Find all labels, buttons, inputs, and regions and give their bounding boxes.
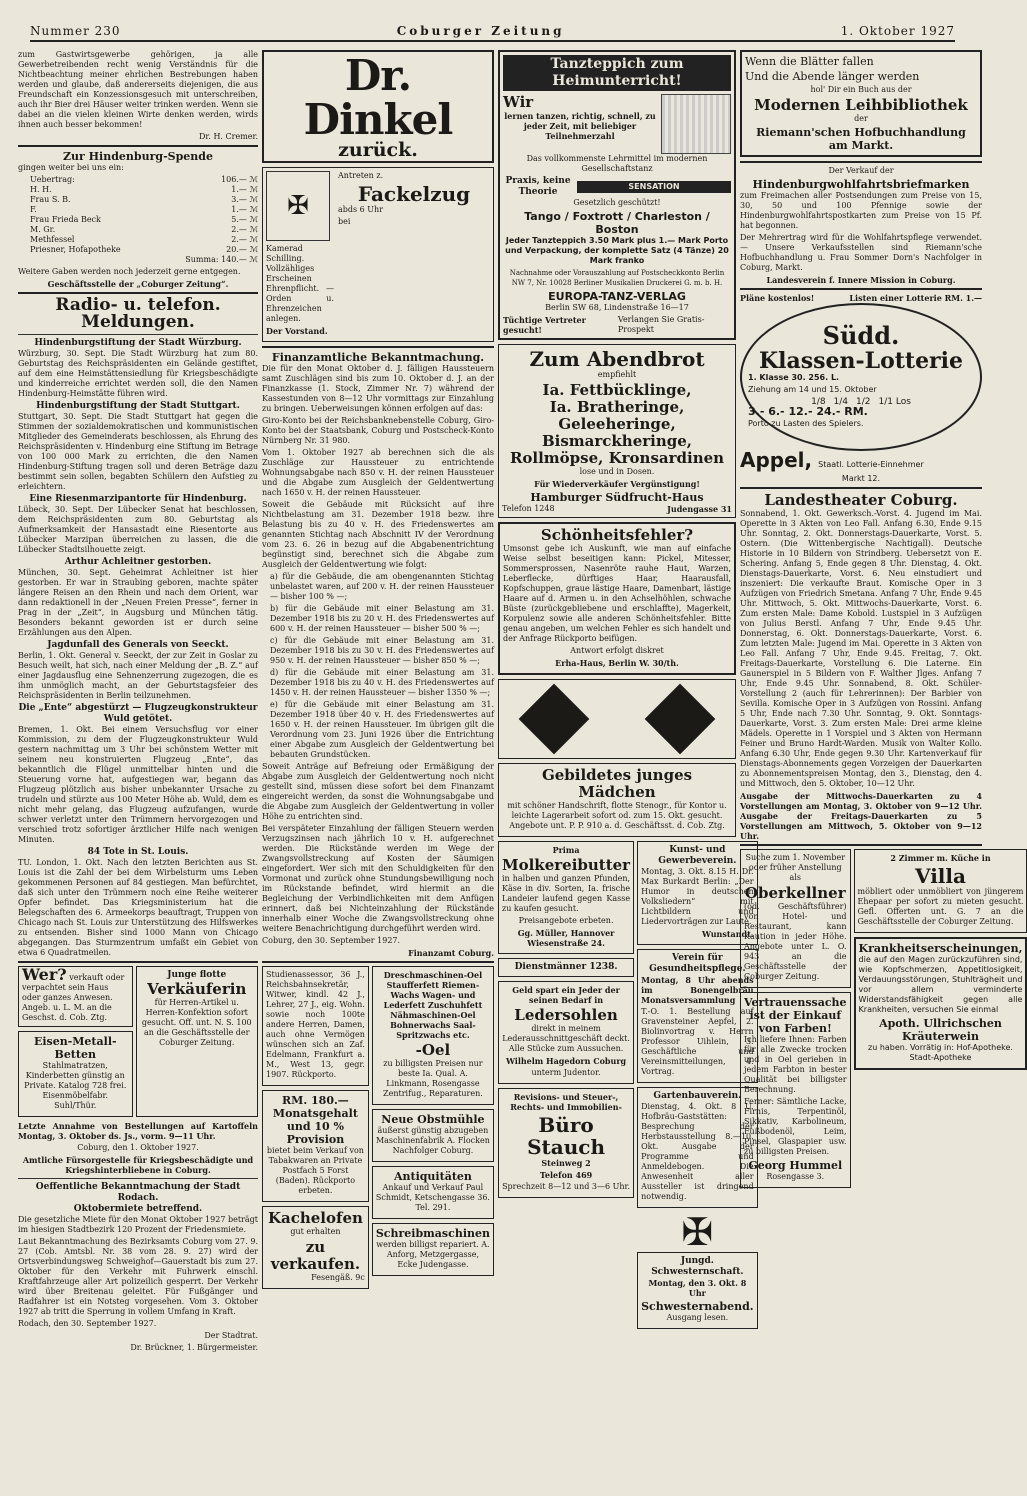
tanz-dances: Tango / Foxtrott / Charleston / Boston	[524, 210, 710, 236]
spende-value: 1.— ℳ	[231, 205, 258, 214]
ad-betten	[18, 1031, 133, 1117]
lotterie-fraction: 1/1 Los	[878, 397, 911, 407]
finanz-item: b) für die Gebäude mit einer Belastung am 31. Dezember 1918 bis zu 20 v. H. des Friedenswertes auf 600 v. H. der reinen Haussteuer — bisher 500 % —;	[270, 604, 494, 633]
lotterie-big-1: Südd.	[822, 321, 900, 350]
spende-value: 2.— ℳ	[231, 225, 258, 234]
lotterie-ziehung: Ziehung am 14 und 15. Oktober	[748, 385, 877, 394]
ver-to: T.-O. 1. Bestellung auf Gravensteiner Aepfel, 2. Biolinvortrag v. Herrn Professor Uihlein, 3. Geschäftliche und Vereinsmitteilungen, 4. Vortrag.	[641, 1007, 754, 1076]
diamond-left-icon	[519, 684, 590, 755]
radio-text-2: Stuttgart, 30. Sept. Die Stadt Stuttgart hat gegen die Stimmen der sozialdemokratischen und kommunistischen Mitglieder des Gemeinderats beschlossen, als Ehrung des Reichspräsidenten v. Hindenburg eine Stiftung im Betrage von 100 000 Mark zu errichten, die den Namen Hindenburg-Stiftung tragen soll und deren Beträge dazu bestimmt sein sollen, begabten Schülern den Aufstieg zu erleichtern.	[18, 412, 258, 491]
appel-addr: Markt 12.	[841, 474, 881, 483]
tanz-schutz: Gesetzlich geschützt!	[573, 198, 661, 207]
kartoffel-date: Coburg, den 1. Oktober 1927.	[77, 1143, 199, 1152]
kunst-sign: Wunstandt.	[702, 929, 754, 939]
diamond-ornaments	[498, 679, 736, 759]
column-1	[18, 50, 258, 1490]
ad-dr-dinkel	[262, 50, 494, 163]
geld-title: Geld spart ein Jeder der seinen Bedarf in	[512, 985, 620, 1005]
ad-tanzteppich	[498, 50, 736, 340]
intro-text: zum Gastwirtsgewerbe gehörigen, ja alle Gewerbetreibenden recht wenig Verständnis für die Nichtbeachtung meiner ehrlichen Bestrebungen haben werden und glaube, daß andererseits diejenigen, die aus Freundschaft ein Konzessionsgesuch mit unterschreiben, auch ihr Bier drei Häuser weiter trinken werden. Wenn sie dabei an die vielen kleinen Wirte denken werden, wirds ihnen auch besser bekommen!	[18, 50, 258, 129]
wenn-der: der	[854, 114, 868, 123]
spende-value: 5.— ℳ	[231, 215, 258, 224]
radio-sub-6: Die „Ente“ abgestürzt — Flugzeugkonstrukteur Wuld getötet.	[18, 703, 258, 724]
column-2	[262, 50, 494, 1490]
ad-wer-body: verkauft oder verpachtet sein Haus oder ganzes Anwesen. Angeb. u. L. M. an die Geschst. d. Cob. Ztg.	[22, 973, 125, 1022]
vert-title: Vertrauenssache ist der Einkauf von Farben!	[744, 996, 847, 1035]
abend-item: Bismarckheringe,	[541, 432, 693, 450]
lotterie-fraction: 1/8	[811, 397, 826, 407]
ver-title: Verein für Gesundheitspflege.	[649, 953, 746, 974]
column-3	[498, 50, 754, 1490]
abend-wv: Für Wiederverkäufer Vergünstigung!	[534, 479, 700, 489]
ad-appel	[740, 448, 982, 472]
finanz-text-3: Vom 1. Oktober 1927 ab berechnen sich die als Zuschläge zur Haussteuer zu entrichtende Wohnungsabgabe nach 850 v. H. der reinen Haussteuer und die Abgabe zum Ausgleich der Geldentwertung nach 1650 v. H. der reinen Haussteuer.	[262, 448, 494, 497]
spende-name: Priesner, Hofapotheke	[30, 245, 121, 254]
rodach-sign-2: Dr. Brückner, 1. Bürgermeister.	[130, 1343, 258, 1352]
geld-big: Ledersohlen	[514, 1006, 618, 1024]
wenn-line-1: Wenn die Blätter fallen	[745, 55, 874, 68]
hindenburg-spende-title: Zur Hindenburg-Spende	[63, 150, 213, 163]
vert-body-2: Ferner: Sämtliche Lacke, Firnis, Terpentinöl, Sikkativ, Karbolineum, Fußbodenöl, Leim, Pinsel, Glaspapier usw. zu billigsten Preisen.	[744, 1097, 847, 1156]
radio-sub-1: Hindenburgstiftung der Stadt Würzburg.	[34, 338, 242, 348]
rodach-date: Rodach, den 30. September 1927.	[18, 1319, 157, 1328]
ad-wer-title: Wer?	[22, 965, 67, 984]
ad-monatsgehalt	[262, 1090, 369, 1202]
hindenburg-spende-list	[18, 175, 258, 255]
ad-verkaeuferin-title: Verkäuferin	[147, 980, 247, 998]
fackel-text: Kamerad Schilling. Vollzähliges Erscheinen Ehrenpflicht. — Orden u. Ehrenzeichen anlegen.	[266, 244, 334, 323]
rodach-sub: Oktobermiete betreffend.	[73, 1204, 203, 1214]
spende-name: M. Gr.	[30, 225, 56, 234]
schoen-title: Schönheitsfehler?	[540, 526, 694, 544]
finanz-text-1: Die für den Monat Oktober d. J. fälligen Haussteuern samt Zuschlägen sind bis zum 10. Oktober d. J. an der Finanzkasse (1. Stock, Zimmer Nr. 7) während der Kassestunden von 8—12 Uhr vormittags zur Einzahlung zu bringen. Ueberweisungen können erfolgen auf das:	[262, 364, 494, 413]
ad-anti-body: Ankauf und Verkauf Paul Schmidt, Ketschengasse 36. Tel. 291.	[375, 1183, 490, 1212]
rev-sprechzeit: Sprechzeit 8—12 und 3—6 Uhr.	[502, 1182, 631, 1191]
ad-schoenheitsfehler	[498, 522, 736, 675]
ad-schreibmaschinen	[372, 1223, 494, 1276]
ad-row-2	[262, 966, 494, 1293]
ad-villa	[854, 849, 1027, 933]
hind-marken-sign: Landesverein f. Innere Mission in Coburg.	[766, 275, 956, 285]
radio-text-4: München, 30. Sept. Geheimrat Achleitner ist hier gestorben. Er war in Straubing geboren, machte später längere Reisen an den Rhein und nach dem Orient, war dann redaktionell in der „Neuen Freien Presse“, ferner in Prag in der „Zeit“, in Augsburg und München tätig. Besonders bekannt geworden ist er durch seine Erzählungen aus den Alpen.	[18, 568, 258, 637]
rodach-title: Oeffentliche Bekanntmachung der Stadt Rodach.	[35, 1182, 241, 1203]
ad-kachelofen-mid: gut erhalten	[290, 1227, 341, 1236]
masthead	[30, 22, 955, 42]
tanz-price: Jeder Tanzteppich 3.50 Mark plus 1.— Mark Porto und Verpackung, der komplette Satz (4 Tänze) 20 Mark franko	[505, 236, 729, 265]
lotterie-fraction: 1/4	[833, 397, 849, 407]
theater-body: Sonnabend, 1. Okt. Gewerksch.-Vorst. 4. Jugend im Mai. Operette in 3 Akten von Leo Fall. Anfang 6.30, Ende 9.15 Uhr. Sonntag, 2. Okt. Donnerstags-Dauerkarte, Vorst. 5. Ostern. (Die Wittenbergische Nachtigall). Deutsche Historie in 10 Bildern von Strindberg. Uebersetzt von E. Schering. Anfang 5, Ende gegen 8 Uhr. Dienstag, 4. Okt. Dienstags-Dauerkarte, Vorst. 6. Neu einstudiert und inszeniert: Die verkaufte Braut. Komische Oper in 3 Aufzügen von Friedrich Smetana. Anfang 7 Uhr, Ende 9.45 Uhr. Mittwoch, 5. Okt. Mittwochs-Dauerkarte, Vorst. 6. Zum ersten Male: Dame Kobold. Lustspiel in 3 Aufzügen von Julius Berstl. Anfang 7 Uhr, Ende 9.45 Uhr. Donnerstag, 6. Okt. Donnerstags-Dauerkarte, Vorst. 6. Zum letzten Male: Jugend im Mai. Operette in 3 Akten von Leo Fall. Anfang 7 Uhr, Ende 9.45. Freitag, 7. Okt. Freitags-Dauerkarte, Vorstellung 6. Die Laterne. Ein Gaunerspiel in 5 Bildern von F. Walther Jlges. Anfang 7 Uhr, Ende 9.45 Uhr. Sonnabend, 8. Okt. Schüler-Vorstellung 2 (auch für Lehrerinnen): Der Barbier von Sevilla. Komische Oper in 3 Aufzügen von Rossini. Anfang 5 Uhr, Ende nach 7.30 Uhr. Sonntag, 9. Okt. Sonntags-Dauerkarte, Vorst. 3. Zum ersten Male: Drei arme kleine Mädels. Operette in 1 Vorspiel und 3 Akten von Hermann Feiner und Bruno Hardt-Warden. Musik von Walter Kollo. Anfang 6.30 Uhr, Ende gegen 9.30 Uhr. Kartenverkauf für Dienstags-Abonnements gegen Vorzeigen der Dauerkarten zu Abonnementspreisen Montag, den 3., Dienstag, den 4. und Mittwoch, den 5. Oktober, 10—12 Uhr.	[740, 509, 982, 788]
gart-title: Gartenbauverein.	[653, 1091, 742, 1101]
tanz-verlag: EUROPA-TANZ-VERLAG	[548, 290, 686, 303]
lotterie-fraction: 1/2	[856, 397, 871, 407]
geld-addr: unterm Judentor.	[531, 1068, 601, 1077]
hindenburg-spende-note: Weitere Gaben werden noch jederzeit gerne entgegen.	[18, 267, 241, 276]
finanz-text-6: Bei verspäteter Einzahlung der fälligen Steuern werden Verzugszinsen nach jährlich 10 v. H. aufgerechnet werden. Die Rückstände werden im Wege der Zwangsvollstreckung auf Kosten der Säumigen eingefordert. Wer sich mit den Schuldigkeiten für den Vormonat und zurück ohne Stundungsbewilligung noch im Rückstande befindet, wird hiermit an die Begleichung der Verbindlichkeiten mit dem Anfügen erinnert, daß bei Nichteinzahlung der Rückstände innerhalb einer Woche die Zwangsvollstreckung ohne weitere Benachrichtigung durchgeführt werden wird.	[262, 824, 494, 933]
finanz-item: a) für die Gebäude, die am obengenannten Stichtag unbelastet waren, auf 200 v. H. der reinen Haussteuer — bisher 100 % —;	[270, 572, 494, 601]
abend-empfiehlt: empfiehlt	[597, 370, 637, 379]
diamond-right-icon	[645, 684, 716, 755]
spende-value: 1.— ℳ	[231, 185, 258, 194]
ad-kachelofen	[262, 1206, 369, 1289]
tanz-prospekt: Verlangen Sie Gratis-Prospekt	[617, 315, 705, 334]
finanz-item: d) für die Gebäude mit einer Belastung am 31. Dezember 1918 bis zu 40 v. H. des Friedenswertes auf 1450 v. H. der reinen Haussteuer — bisher 1350 % —;	[270, 668, 494, 697]
spende-row	[18, 235, 258, 245]
rev-big: Büro Stauch	[527, 1113, 605, 1159]
spende-name: Methfessel	[30, 235, 75, 244]
fackel-line-2: abds 6 Uhr	[338, 205, 384, 214]
spende-row	[18, 205, 258, 215]
lotterie-price: 3.- 6.- 12.- 24.- RM.	[748, 405, 868, 418]
jung-body: Montag, den 3. Okt. 8 Uhr	[648, 1278, 747, 1298]
ad-row-1	[18, 966, 258, 1121]
kunst-title: Kunst- und Gewerbeverein.	[658, 845, 737, 866]
geld-firm: Wilhelm Hagedorn Coburg	[505, 1056, 627, 1066]
spende-row	[18, 215, 258, 225]
tanz-praxis: Praxis, keine Theorie	[505, 176, 571, 197]
ad-kraeuterwein	[854, 937, 1027, 1070]
ad-monatsgehalt-title: RM. 180.— Monatsgehalt und 10 % Provision	[272, 1094, 358, 1146]
tanz-sensation: SENSATION	[577, 181, 731, 193]
abend-firm: Hamburger Südfrucht-Haus	[530, 491, 704, 504]
spende-name: Frau S. B.	[30, 195, 71, 204]
spende-value: 3.— ℳ	[231, 195, 258, 204]
prima-title: Molkereibutter	[502, 856, 631, 874]
hindenburg-spende-office: Geschäftsstelle der „Coburger Zeitung“.	[47, 279, 229, 289]
lotterie-list: Listen einer Lotterie RM. 1.—	[849, 293, 982, 303]
abend-item: Ia. Fettbücklinge,	[542, 381, 692, 399]
lotterie-klasse: 1. Klasse 30. 256. L.	[748, 373, 840, 382]
cross-ornament-icon: ✠	[681, 1210, 714, 1254]
geb-body: mit schöner Handschrift, flotte Stenogr., für Kontor u. leichte Lagerarbeit sofort od. zum 15. Okt. gesucht. Angebote unt. P. P. 910 a. d. Geschäftsst. d. Cob. Ztg.	[507, 801, 727, 830]
villa-big: Villa	[915, 864, 966, 888]
schoen-firm: Erha-Haus, Berlin W. 30/th.	[555, 658, 679, 668]
ad-kachelofen-title-2: zu verkaufen.	[270, 1238, 361, 1273]
ad-dreschmaschinen	[372, 966, 494, 1105]
radio-sub-5: Jagdunfall des Generals von Seeckt.	[47, 640, 229, 650]
wenn-line-2: Und die Abende länger werden	[745, 70, 920, 83]
soldier-emblem-icon: ✠	[266, 171, 330, 241]
abend-lose: lose und in Dosen.	[579, 467, 655, 476]
fackel-line-3: bei	[338, 217, 351, 226]
finanz-item: c) für die Gebäude mit einer Belastung am 31. Dezember 1918 bis zu 30 v. H. des Friedenswertes auf 950 v. H. der reinen Haussteuer — bisher 850 % —;	[270, 636, 494, 665]
abend-item: Ia. Bratheringe, Geleeheringe,	[549, 398, 685, 433]
finanz-text-2: Giro-Konto bei der Reichsbanknebenstelle Coburg, Giro-Konto bei der Staatsbank, Coburg und Postscheck-Konto Nürnberg Nr. 31 980.	[262, 416, 494, 445]
ad-farben	[740, 992, 851, 1188]
ad-row-3	[498, 841, 754, 1333]
ad-abendbrot	[498, 344, 736, 518]
column-4	[740, 50, 1024, 1490]
radio-text-5: Berlin, 1. Okt. General v. Seeckt, der zur Zeit in Goslar zu Besuch weilt, hat sich, nach einer Meldung der „B. Z.“ auf einer Jagdausflug eine Sehnenzerrung zugezogen, die es ihm unmöglich macht, an der Geburtstagsfeier des Reichspräsidenten in Berlin teilzunehmen.	[18, 651, 258, 700]
rev-tel: Telefon 469	[539, 1170, 593, 1180]
tanz-addr: Berlin SW 68, Lindenstraße 16—17	[545, 303, 689, 312]
jung-title: Jungd. Schwesternschaft.	[651, 1256, 744, 1277]
kunst-body: Montag, 3. Okt. 8.15 H. Dr. Max Burkardt Berlin: „Der Humor in deutschen Volksliedern“ mit Lichtbildern und Liedervorträgen zur Laute.	[641, 867, 754, 926]
ad-dresch-title: Dreschmaschinen-Oel Staufferfett Riemen-Wachs Wagen- und Lederfett Zuschuhfett Nähmaschinen-Oel Bohnerwachs Saal-Spritzwachs etc.	[383, 970, 483, 1040]
ad-verkaeuferin-body: für Herren-Artikel u. Herren-Konfektion sofort gesucht. Off. unt. N. S. 100 an die Geschäftsstelle der Coburger Zeitung.	[141, 998, 252, 1047]
fackel-line-1: Antreten z.	[338, 171, 384, 180]
geld-body: direkt in meinem Lederausschnittgeschäft deckt. Alle Stücke zum Aussuchen.	[502, 1024, 630, 1053]
abend-tel: Telefon 1248	[502, 504, 555, 513]
jung-sub: Ausgang lesen.	[666, 1313, 729, 1322]
ad-monatsgehalt-body: bietet beim Verkauf von Tabakwaren an Private Postfach 5 Forst (Baden). Rückporto erbeten.	[266, 1146, 364, 1195]
tanz-line-2: Das vollkommenste Lehrmittel im modernen Gesellschaftstanz	[526, 154, 708, 173]
dienst-title: Dienstmänner 1238.	[514, 962, 618, 972]
ad-betten-body: Stahlmatratzen, Kinderbetten günstig an Private. Katalog 728 frei. Eisenmöbelfabr. Suhl/Thür.	[24, 1061, 127, 1110]
abend-title: Zum Abendbrot	[529, 347, 705, 371]
prima-sub: Prima	[552, 845, 580, 855]
radio-text-7: TU. London, 1. Okt. Nach den letzten Berichten aus St. Louis ist die Zahl der bei dem Wirbelsturm ums Leben gekommenen Personen auf 84 gestiegen. Man befürchtet, daß sich unter den Trümmern noch eine Reihe weiterer Opfer befindet. Das Kriegsministerium hat die Belegschaften des 6. Armeekorps beauftragt, Truppen von Chicago nach St. Louis zur Unterstützung des Hilfswerkes zu entsenden. Bisher sind 1000 Mann von Chicago abgegangen. Das Sturmzentrum umfaßt ein Gebiet von etwa 6 Quadratmeilen.	[18, 858, 258, 957]
radio-text-6: Bremen, 1. Okt. Bei einem Versuchsflug vor einer Kommission, zu dem der Flugzeugkonstrukteur Wuld gestern nachmittag um 3 Uhr bei schönstem Wetter mit seinem neu konstruierten Flugzeug „Ente“, das bekanntlich die Flügel unmittelbar hinten und die Steuerung vorne hat, aufgestiegen war, begann das Flugzeug plötzlich aus bisher unbekannter Ursache zu trudeln und stürzte aus 100 Meter Höhe ab. Wuld, dem es nicht mehr gelang, das Flugzeug aufzufangen, wurde schwer verletzt unter den Trümmern hervorgezogen und verschied trotz sofortiger ärztlicher Hilfe nach wenigen Minuten.	[18, 725, 258, 844]
finanz-text-4: Soweit die Gebäude mit Rücksicht auf ihre Nichtbelastung am 31. Dezember 1918 bezw. ihre Belastung bis zu 40 v. H. des Friedenswertes am genannten Stichtag nach Abschnitt IV der Verordnung vom 23. 6. 26 in bezug auf die Abgabenentrichtung begünstigt sind, berechnet sich die Abgabe zum Ausgleich der Geldentwertung wie folgt:	[262, 500, 494, 569]
ad-dresch-body: zu billigsten Preisen nur beste Ia. Qual. A. Linkmann, Rosengasse Zentrifug., Reparaturen.	[383, 1059, 483, 1098]
spende-row	[18, 195, 258, 205]
dr-dinkel-name: Dr. Dinkel	[303, 51, 453, 144]
ober-body: (od. Geschäftsführer) von Hotel- und Restaurant, kann Kaution in jeder Höhe. Angebote unter L. O. 943 an die Geschäftsstelle der Coburger Zeitung.	[744, 902, 847, 981]
hind-marken-line: Der Verkauf der	[828, 166, 894, 175]
fuersorge-title: Amtliche Fürsorgestelle für Kriegsbeschädigte und Kriegshinterbliebene in Coburg.	[22, 1155, 254, 1175]
vert-firm: Georg Hummel	[748, 1159, 843, 1172]
radio-sub-2: Hindenburgstiftung der Stadt Stuttgart.	[36, 401, 240, 411]
lotterie-free: Pläne kostenlos!	[740, 293, 815, 303]
villa-body: möbliert oder unmöbliert von jüngerem Ehepaar per sofort zu mieten gesucht. Gefl. Offerten unt. G. 7 an die Geschäftsstelle der Coburger Zeitung.	[857, 887, 1024, 926]
krank-title: Krankheitserscheinungen,	[858, 942, 1023, 955]
ad-wer	[18, 966, 133, 1027]
ad-gebildetes	[498, 763, 736, 837]
spende-name: H. H.	[30, 185, 52, 194]
ad-leihbibliothek	[740, 50, 982, 157]
ad-verkaeuferin	[136, 966, 259, 1117]
finanz-date: Coburg, den 30. September 1927.	[262, 936, 401, 945]
wenn-line-3: hol' Dir ein Buch aus der	[810, 85, 912, 94]
hindenburg-spende-sum: Summa: 140.— ℳ	[185, 255, 258, 264]
theater-body-2: Ausgabe der Mittwochs-Dauerkarten zu 4 Vorstellungen am Montag, 3. Oktober von 9—12 Uhr. Ausgabe der Freitags-Dauerkarten zu 5 Vorstellungen am Mittwoch, 5. Oktober von 9—12 Uhr.	[740, 791, 982, 841]
finanz-sign: Finanzamt Coburg.	[408, 948, 494, 958]
tanz-nachnahme: Nachnahme oder Vorauszahlung auf Postscheckkonto Berlin NW 7, Nr. 10028 Berliner Musikalien Druckerei G. m. b. H.	[509, 269, 725, 287]
tanz-vertreter: Tüchtige Vertreter gesucht!	[503, 315, 586, 335]
villa-sub: 2 Zimmer m. Küche in	[890, 853, 991, 863]
finanz-item: e) für die Gebäude mit einer Belastung am 31. Dezember 1918 über 40 v. H. des Friedenswertes auf 1650 v. H. der reinen Haussteuer. Im übrigen gilt die Verordnung vom 23. Juni 1926 über die Entrichtung einer Abgabe zum Ausgleich der Geldentwertung bei bebauten Grundstücken.	[270, 700, 494, 759]
ad-row-4	[740, 849, 1024, 1192]
ad-obst-body: äußerst günstig abzugeben Maschinenfabrik A. Flocken Nachfolger Coburg.	[375, 1126, 490, 1155]
ad-dresch-big: -Oel	[415, 1041, 451, 1059]
prima-body: in halben und ganzen Pfunden, Käse in div. Sorten, Ia. frische Landeier laufend gegen Kasse zu kaufen gesucht.	[502, 874, 631, 913]
geb-title-2: Mädchen	[578, 783, 656, 801]
finanz-title: Finanzamtliche Bekanntmachung.	[271, 351, 485, 364]
tanz-line-1: lernen tanzen, richtig, schnell, zu jeder Zeit, mit beliebiger Teilnehmerzahl	[504, 111, 656, 141]
ad-anti-title: Antiquitäten	[393, 1170, 472, 1183]
radio-text-1: Würzburg, 30. Sept. Die Stadt Würzburg hat zum 80. Geburtstag des Reichspräsidenten ein Gelände gestiftet, auf dem eine Heimstättensiedlung für Kriegsbeschädigte und kinderreiche errichtet werden soll, die den Namen Hindenburg-Heimstätte führen wird.	[18, 349, 258, 398]
rev-title: Revisions- und Steuer-, Rechts- und Immobilien-	[510, 1092, 622, 1112]
ober-sub: Suche zum 1. November oder früher Anstellung als	[745, 853, 846, 882]
lotterie-porto: Porto zu Lasten des Spielers.	[748, 419, 864, 428]
krank-body-2: zu haben. Vorrätig in: Hof-Apotheke. Stadt-Apotheke	[868, 1043, 1013, 1062]
jung-big: Schwesternabend.	[641, 1300, 754, 1313]
ad-klassen-lotterie	[740, 303, 982, 451]
fackel-sign: Der Vorstand.	[266, 326, 328, 336]
abend-addr: Judengasse 31	[667, 504, 732, 514]
ad-antiquitaeten	[372, 1166, 494, 1219]
hind-marken-big: Hindenburgwohlfahrtsbriefmarken	[752, 178, 970, 191]
prima-preis: Preisangebote erbeten.	[518, 916, 614, 925]
spende-row	[18, 245, 258, 255]
spende-name: Frau Frieda Beck	[30, 215, 101, 224]
radio-sub-7: 84 Tote in St. Louis.	[87, 847, 189, 857]
newspaper-title: Coburger Zeitung	[396, 24, 565, 38]
spende-value: 106.— ℳ	[221, 175, 258, 184]
geb-title-1: Gebildetes junges	[541, 766, 693, 784]
kartoffel-notice: Letzte Annahme von Bestellungen auf Kartoffeln Montag, 3. Oktober ds. Js., vorm. 9—11 Uhr.	[18, 1121, 258, 1141]
ad-ledersohlen	[498, 981, 634, 1084]
appel-big: Appel,	[740, 448, 813, 472]
radio-text-3: Lübeck, 30. Sept. Der Lübecker Senat hat beschlossen, dem Reichspräsidenten zum 80. Geburtstag als Aufmerksamkeit der Hansastadt eine Riesentorte aus Lübecker Marzipan überreichen zu lassen, die die Lübecker Stadtsilhouette zeigt.	[18, 505, 258, 554]
spende-value: 2.— ℳ	[231, 235, 258, 244]
ad-studien	[262, 966, 369, 1086]
ad-schreib-title: Schreibmaschinen	[375, 1227, 490, 1240]
ad-molkereibutter	[498, 841, 634, 954]
spende-value: 20.— ℳ	[226, 245, 258, 254]
radio-sub-4: Arthur Achleitner gestorben.	[64, 557, 212, 567]
radio-sub-3: Eine Riesenmarzipantorte für Hindenburg.	[29, 494, 247, 504]
hindenburg-spende-sub: gingen weiter bei uns ein:	[18, 163, 124, 172]
wenn-big: Modernen Leihbibliothek	[754, 96, 968, 114]
intro-signature: Dr. H. Cremer.	[199, 132, 258, 141]
radio-title: Radio- u. telefon. Meldungen.	[55, 295, 221, 332]
finanz-items	[262, 572, 494, 760]
finanz-text-5: Soweit Anträge auf Befreiung oder Ermäßigung der Abgabe zum Ausgleich der Geldentwertung noch nicht gestellt sind, müssen diese sofort bei dem Finanzamt eingereicht werden, da sonst die Wohnungsabgabe und die Abgabe zum Ausgleich der Geldentwertung in voller Höhe zu entrichten sind.	[262, 762, 494, 821]
ober-big: Oberkellner	[744, 884, 846, 902]
issue-date: 1. Oktober 1927	[840, 24, 955, 38]
ad-verkaeuferin-sub: Junge flotte	[167, 970, 227, 980]
ad-obst-title: Neue Obstmühle	[381, 1113, 485, 1126]
ad-kachelofen-title-1: Kachelofen	[267, 1209, 363, 1227]
rodach-text-2: Laut Bekanntmachung des Bezirksamts Coburg vom 27. 9. 27 (Cob. Amtsbl. Nr. 38 vom 28. 9. 27) wird der Ortsverbindungsweg Schweighof—Gauerstadt bis zum 27. Oktober für den Verkehr mit Fuhrwerk einschl. Kraftfahrzeuge aller Art polizeilich gesperrt. Der Verkehr wird über Breitenau geleitet. Für Fußgänger und Radfahrer ist ein Notsteg vorgesehen. Vom 3. Oktober 1927 ab tritt die Sperrung in vollem Umfang in Kraft.	[18, 1237, 258, 1316]
spende-name: F.	[30, 205, 37, 214]
krank-firm: Apoth. Ullrichschen Kräuterwein	[879, 1017, 1002, 1043]
ad-fackelzug	[262, 167, 494, 342]
vert-body: Ich liefere Ihnen: Farben für alle Zwecke trocken und in Oel gerieben in jedem Farbton in bester Qualität bei billigster Berechnung.	[744, 1035, 847, 1094]
ad-betten-title: Eisen-Metall-Betten	[33, 1035, 117, 1061]
gart-body: Dienstag, 4. Okt. 8 U. Hofbräu-Gaststätten: Besprechung der Herbstausstellung 8.—10. Okt. Ausgabe der Programme und Anmeldebogen. Die Anwesenheit aller Aussteller ist dringend notwendig.	[641, 1102, 754, 1201]
issue-number: Nummer 230	[30, 24, 121, 38]
ad-studien-body: Studienassessor, 36 J., Reichsbahnsekretär, Witwer, kindl. 42 J., Lehrer, 27 J., eig. Wohn. sowie noch 100te andere Herren, Damen, auch ohne Vermögen wünschen sich an Zaf. Edelmann, Frankfurt a. M., West 13, gegr. 1907. Rückporto.	[266, 970, 365, 1079]
vert-addr: Rosengasse 3.	[766, 1172, 825, 1181]
spende-row	[18, 175, 258, 185]
schoen-antwort: Antwort erfolgt diskret	[570, 646, 664, 655]
tanz-title: Tanzteppich zum Heimunterricht!	[503, 55, 731, 91]
krank-body: die auf den Magen zurückzuführen sind, wie Kopfschmerzen, Appetitlosigkeit, Verdauungsstörungen, Stuhlträgheit und vor allem verminderte Widerstandsfähigkeit gegen alle Krankheiten, versuchen Sie einmal	[858, 955, 1023, 1014]
ad-buero-stauch	[498, 1088, 634, 1198]
spende-row	[18, 185, 258, 195]
ver-body: Montag, 8 Uhr abends im Bonengelbräu Monatsversammlung	[641, 975, 754, 1005]
dr-dinkel-sub: zurück.	[338, 139, 418, 161]
wenn-firm: Riemann'schen Hofbuchhandlung am Markt.	[756, 126, 966, 152]
spende-name: Uebertrag:	[30, 175, 75, 184]
appel-body: Staatl. Lotterie-Einnehmer	[818, 460, 924, 469]
prima-firm: Gg. Müller, Hannover Wiesenstraße 24.	[517, 928, 615, 948]
tanz-wir: Wir	[503, 93, 534, 111]
hind-marken-body-2: Der Mehrertrag wird für die Wohlfahrtspflege verwendet. — Unsere Verkaufsstellen sind Riemann'sche Hofbuchhandlung u. Frau Sommer Dorn's Nachfolger in Coburg, Markt.	[740, 233, 982, 272]
abend-item: Rollmöpse, Kronsardinen	[509, 449, 725, 467]
ad-kachelofen-addr: Fesengäß. 9c	[311, 1273, 365, 1282]
ad-obstmuehle	[372, 1109, 494, 1162]
ad-oberkellner	[740, 849, 851, 988]
lotterie-big-2: Klassen-Lotterie	[758, 348, 964, 374]
hind-marken-body: zum Freimachen aller Postsendungen zum Preise von 15, 30, 50 und 100 Pfennige sowie der Hindenburgwohlfahrtspostkarten zum Preise von 15 Pf. hat begonnen.	[740, 191, 982, 230]
theater-title: Landestheater Coburg.	[764, 491, 958, 509]
dancer-illustration-icon	[661, 94, 731, 154]
rodach-text-1: Die gesetzliche Miete für den Monat Oktober 1927 beträgt im hiesigen Stadtbezirk 120 Prozent der Friedensmiete.	[18, 1215, 258, 1234]
spende-row	[18, 225, 258, 235]
rev-addr: Steinweg 2	[541, 1158, 591, 1168]
schoen-body: Umsonst gebe ich Auskunft, wie man auf einfache Weise selbst beseitigen kann: Pickel, Mitesser, Sommersprossen, Nasenröte rauhe Haut, Warzen, Leberflecke, dürftiges Haar, Haarausfall, Kopfschuppen, graue lästige Haare, Damenbart, lästige Haare auf d. Armen u. in den Achselhöhlen, schwache Büste (zurückgebliebene und erschlaffte), Magerkeit, Korpulenz sowie alle anderen Schönheitsfehler. Bitte genau angeben, um welchen Fehler es sich handelt und der Anfrage Rückporto beifügen.	[503, 544, 731, 643]
ad-dienstmaenner	[498, 958, 634, 977]
fackel-big: Fackelzug	[357, 182, 471, 206]
rodach-sign-1: Der Stadtrat.	[204, 1331, 258, 1340]
abend-items	[502, 382, 732, 467]
ad-schreib-body: werden billigst repariert. A. Anforg, Metzgergasse, Ecke Judengasse.	[376, 1240, 490, 1269]
lotterie-top	[740, 293, 982, 303]
